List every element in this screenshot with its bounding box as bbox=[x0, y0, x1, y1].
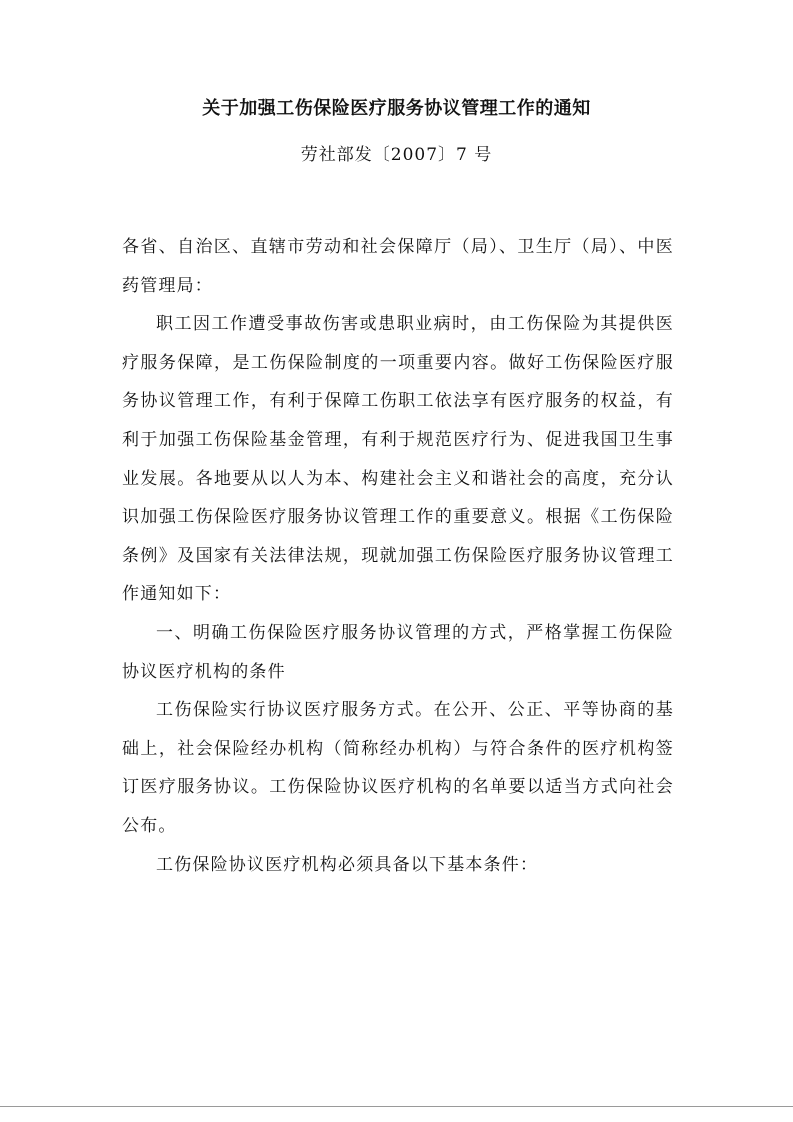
document-title: 关于加强工伤保险医疗服务协议管理工作的通知 bbox=[202, 98, 591, 119]
paragraph-intro: 职工因工作遭受事故伤害或患职业病时，由工伤保险为其提供医疗服务保障，是工伤保险制度的一项重要内容。做好工伤保险医疗服务协议管理工作，有利于保障工伤职工依法享有医疗服务的权益，有利于加强工伤保险基金管理，有利于规范医疗行为、促进我国卫生事业发展。各地要从以人为本、构建社会主义和谐社会的高度，充分认识加强工伤保险医疗服务协议管理工作的重要意义。根据《工伤保险条例》及国家有关法律法规，现就加强工伤保险医疗服务协议管理工作通知如下： bbox=[122, 314, 674, 605]
paragraph-agreement-method: 工伤保险实行协议医疗服务方式。在公开、公正、平等协商的基础上，社会保险经办机构（简称经办机构）与符合条件的医疗机构签订医疗服务协议。工伤保险协议医疗机构的名单要以适当方式向社会公布。 bbox=[122, 700, 674, 836]
addressee-line: 各省、自治区、直辖市劳动和社会保障厅（局）、卫生厅（局）、中医药管理局： bbox=[122, 237, 674, 296]
page-bottom-divider bbox=[0, 1106, 793, 1107]
section-heading-1: 一、明确工伤保险医疗服务协议管理的方式，严格掌握工伤保险协议医疗机构的条件 bbox=[122, 622, 674, 682]
document-number: 劳社部发〔2007〕7 号 bbox=[300, 145, 493, 165]
document-body bbox=[122, 228, 674, 884]
paragraph-basic-conditions: 工伤保险协议医疗机构必须具备以下基本条件： bbox=[156, 854, 539, 875]
